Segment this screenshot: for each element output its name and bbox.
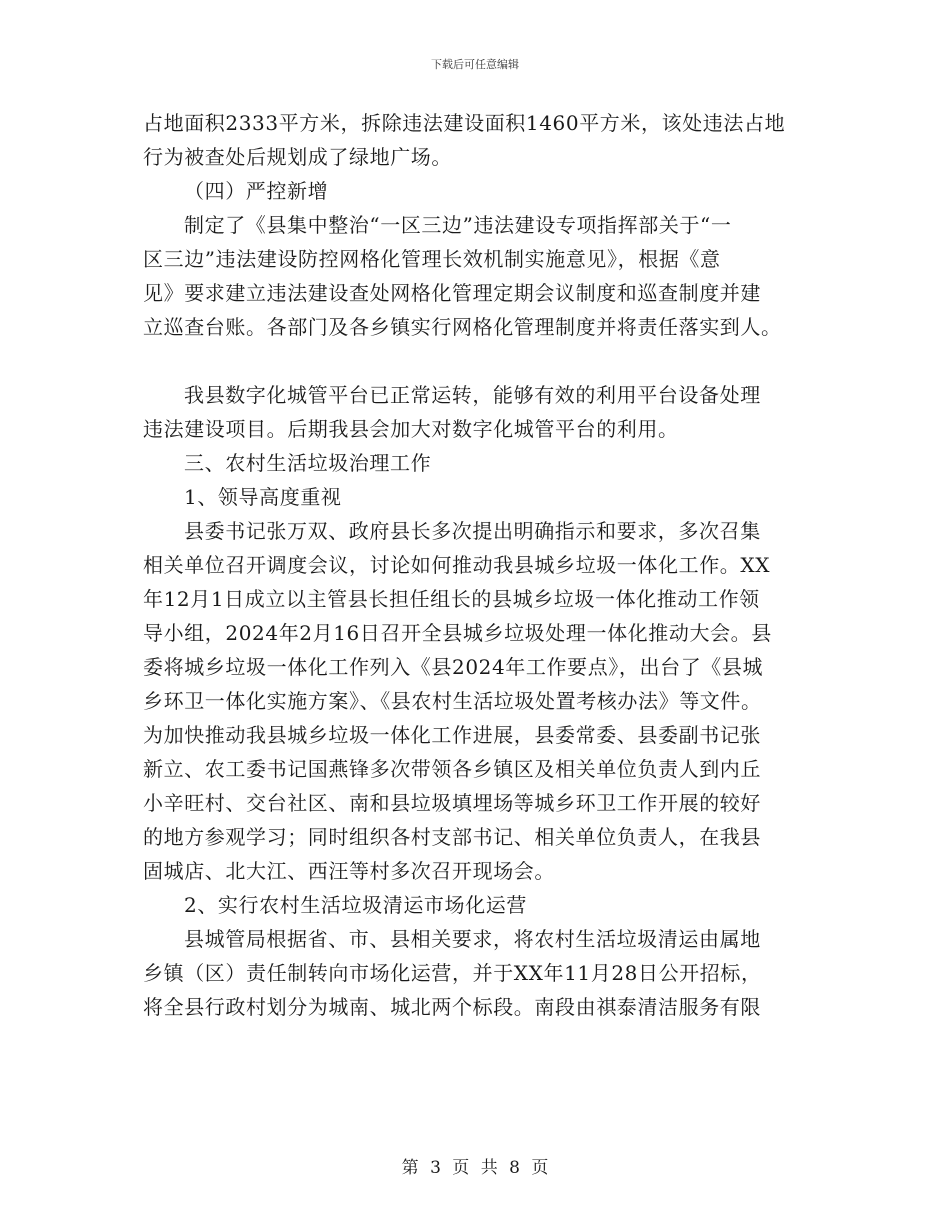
section-heading: 三、农村生活垃圾治理工作 (184, 451, 432, 475)
body-line: 导小组，2024年2月16日召开全县城乡垃圾处理一体化推动大会。县 (143, 621, 772, 645)
body-line: 违法建设项目。后期我县会加大对数字化城管平台的利用。 (143, 417, 679, 441)
body-line: 的地方参观学习；同时组织各村支部书记、相关单位负责人，在我县 (143, 825, 761, 849)
body-line: 制定了《县集中整治“一区三边”违法建设专项指挥部关于“一 (184, 213, 732, 237)
body-line: 为加快推动我县城乡垃圾一体化工作进展，县委常委、县委副书记张 (143, 723, 761, 747)
body-line: 新立、农工委书记国燕锋多次带领各乡镇区及相关单位负责人到内丘 (143, 757, 761, 781)
body-line: 委将城乡垃圾一体化工作列入《县2024年工作要点》，出台了《县城 (143, 655, 764, 679)
body-line: 见》要求建立违法建设查处网格化管理定期会议制度和巡查制度并建 (143, 281, 761, 305)
body-line: 行为被查处后规划成了绿地广场。 (143, 145, 452, 169)
subsection-heading: 2、实行农村生活垃圾清运市场化运营 (184, 893, 527, 917)
body-line: 县城管局根据省、市、县相关要求，将农村生活垃圾清运由属地 (184, 927, 761, 951)
body-line: 相关单位召开调度会议，讨论如何推动我县城乡垃圾一体化工作。XX (143, 553, 771, 577)
body-line: 年12月1日成立以主管县长担任组长的县城乡垃圾一体化推动工作领 (143, 587, 760, 611)
body-line: 立巡查台账。各部门及各乡镇实行网格化管理制度并将责任落实到人。 (143, 315, 782, 339)
body-line: 乡环卫一体化实施方案》、《县农村生活垃圾处置考核办法》等文件。 (143, 689, 762, 713)
body-line: 占地面积2333平方米，拆除违法建设面积1460平方米，该处违法占地 (143, 111, 786, 135)
document-body (143, 106, 811, 1024)
body-line: 区三边”违法建设防控网格化管理长效机制实施意见》，根据《意 (143, 247, 721, 271)
subsection-heading: 1、领导高度重视 (184, 485, 342, 509)
body-line: 小辛旺村、交台社区、南和县垃圾填埋场等城乡环卫工作开展的较好 (143, 791, 761, 815)
section-heading: （四）严控新增 (184, 179, 329, 203)
body-line: 固城店、北大江、西汪等村多次召开现场会。 (143, 859, 555, 883)
page-number: 第 3 页 共 8 页 (401, 1158, 549, 1178)
header-note: 下载后可任意编辑 (431, 58, 519, 71)
body-line: 县委书记张万双、政府县长多次提出明确指示和要求，多次召集 (184, 519, 761, 543)
body-line: 乡镇（区）责任制转向市场化运营，并于XX年11月28日公开招标， (143, 961, 762, 985)
body-line: 我县数字化城管平台已正常运转，能够有效的利用平台设备处理 (184, 383, 761, 407)
body-line: 将全县行政村划分为城南、城北两个标段。南段由祺泰清洁服务有限 (143, 995, 761, 1019)
paragraph-gap (143, 344, 811, 378)
